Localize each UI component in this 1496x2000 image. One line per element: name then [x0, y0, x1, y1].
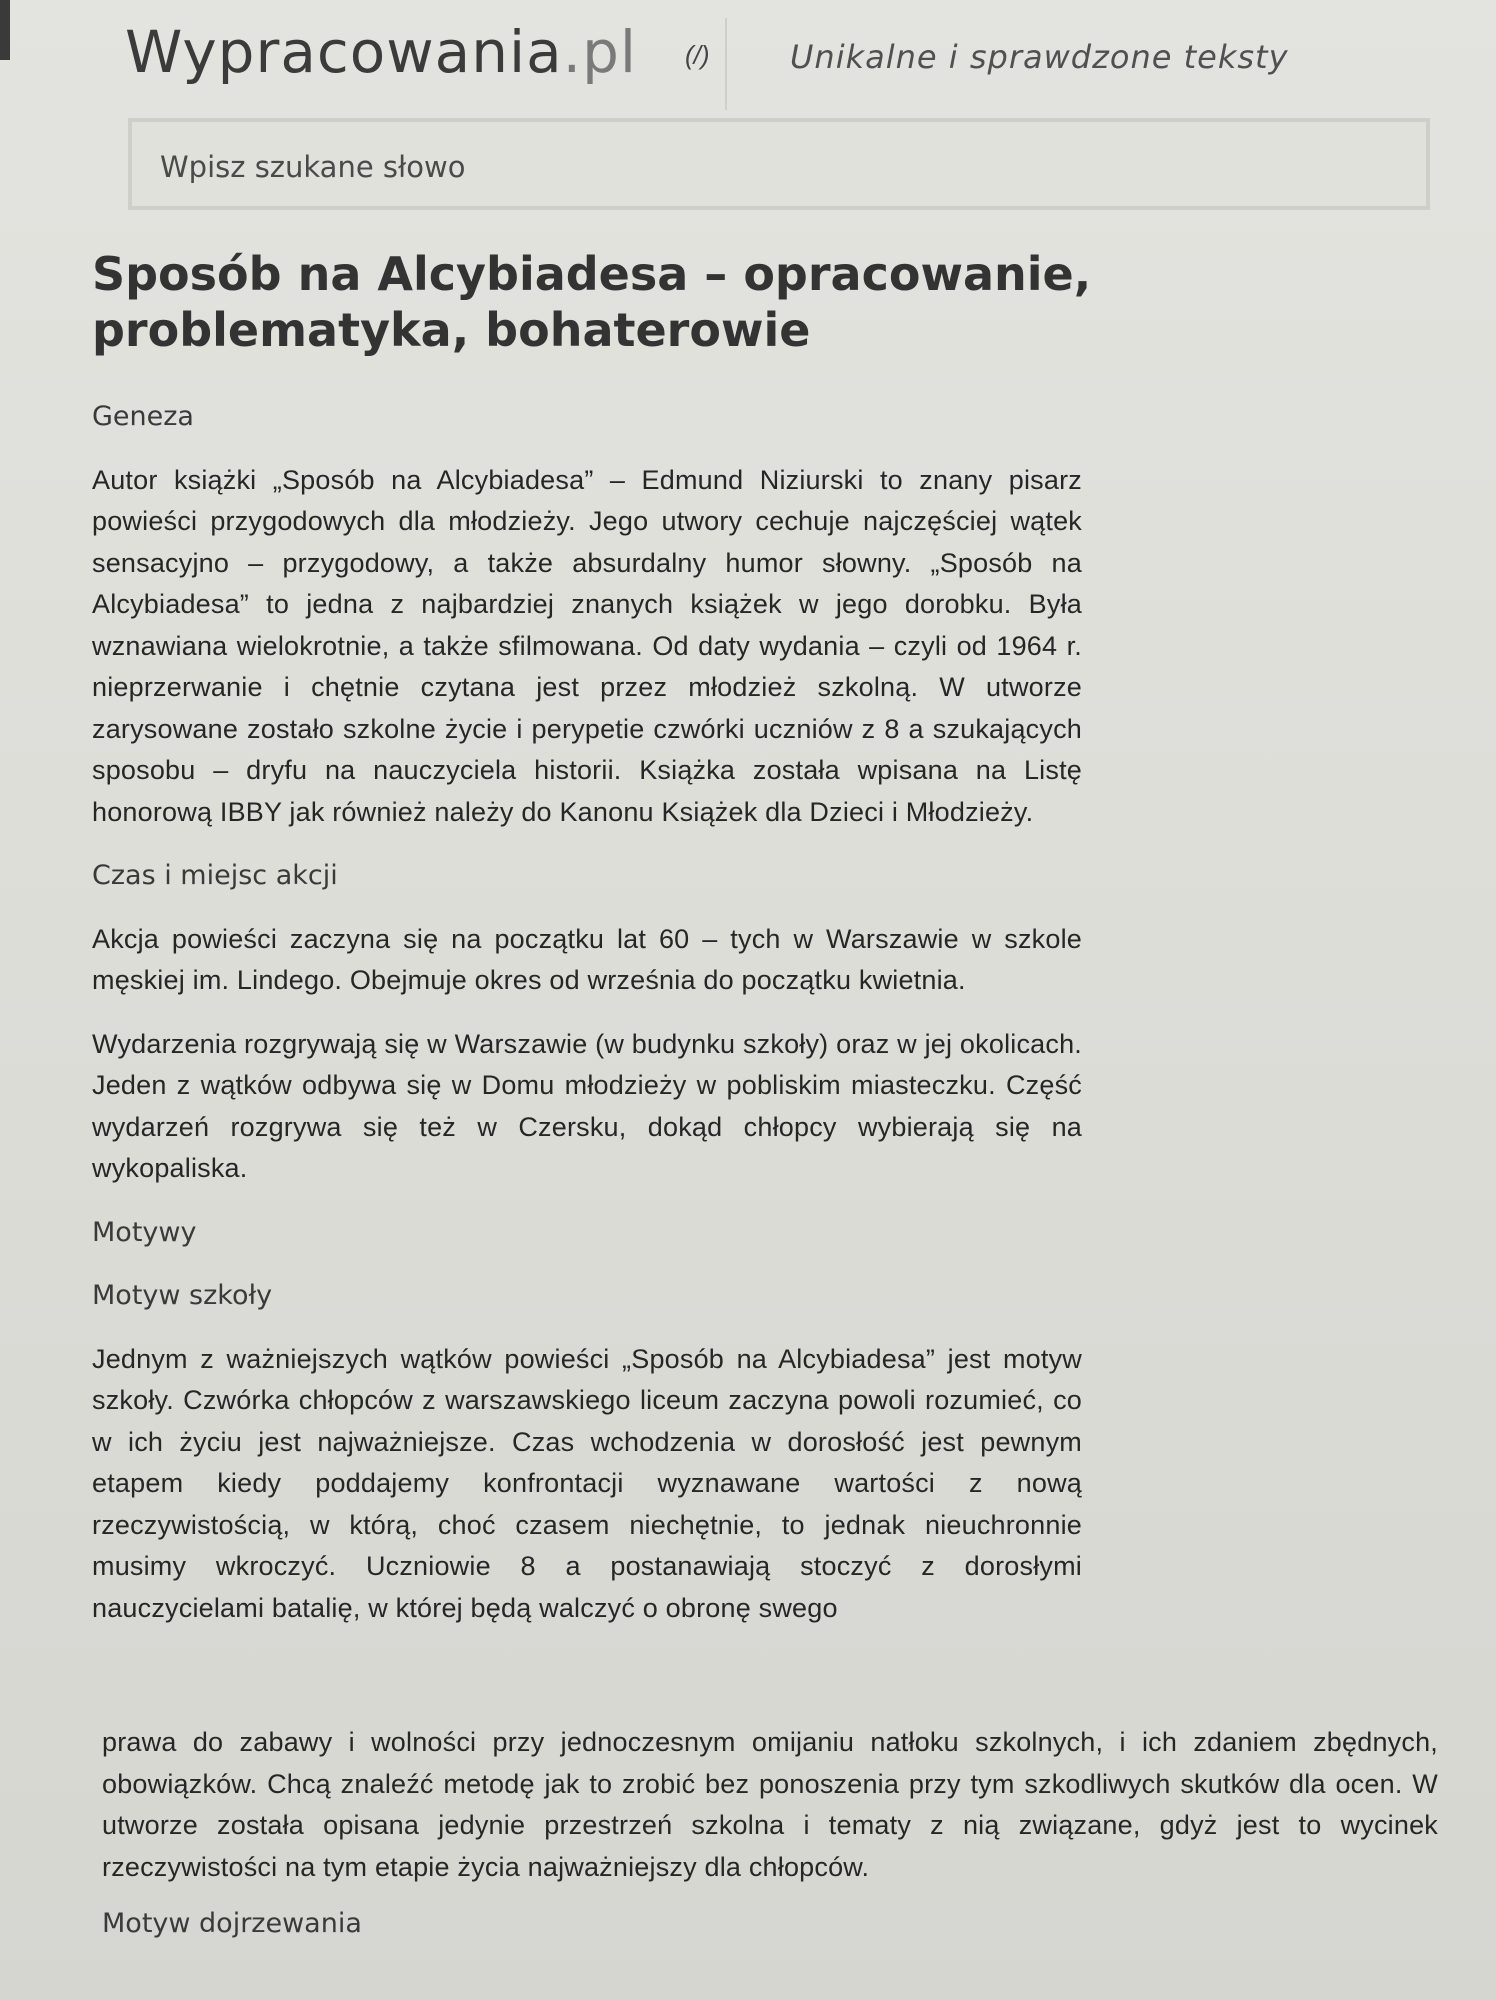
- paragraph-czas-1: Akcja powieści zaczyna się na początku lat 60 – tych w Warszawie w szkole męskiej im. Lindego. Obejmuje okres od września do początku kwietnia.: [92, 923, 1082, 995]
- heading-geneza: Geneza: [92, 401, 194, 432]
- heading-motyw-dojrzewania: Motyw dojrzewania: [102, 1908, 362, 1939]
- article-body: [92, 396, 1082, 1629]
- search-box: [128, 118, 1430, 210]
- search-input[interactable]: [158, 144, 1362, 190]
- paragraph-czas-2: Wydarzenia rozgrywają się w Warszawie (w budynku szkoły) oraz w jej okolicach. Jeden z wątków odbywa się w Domu młodzieży w pobliskim miasteczku. Część wydarzeń rozgrywa się też w Czersku, dokąd chłopcy wybierają się na wykopaliska.: [92, 1028, 1082, 1183]
- paragraph-geneza: Autor książki „Sposób na Alcybiadesa” – Edmund Niziurski to znany pisarz powieści przygodowych dla młodzieży. Jego utwory cechuje najczęściej wątek sensacyjno – przygodowy, a także absurdalny humor słowny. „Sposób na Alcybiadesa” to jedna z najbardziej znanych książek w jego dorobku. Była wznawiana wielokrotnie, a także sfilmowana. Od daty wydania – czyli od 1964 r. nieprzerwanie i chętnie czytana jest przez młodzież szkolną. W utworze zarysowane zostało szkolne życie i perypetie czwórki uczniów z 8 a szukających sposobu – dryfu na nauczyciela historii. Książka została wpisana na Listę honorową IBBY jak również należy do Kanonu Książek dla Dzieci i Młodzieży.: [92, 464, 1082, 827]
- logo-suffix: (/): [685, 40, 710, 70]
- site-header: [125, 18, 1365, 110]
- paragraph-motyw-szkoly-2: prawa do zabawy i wolności przy jednoczesnym omijaniu natłoku szkolnych, i ich zdaniem zbędnych, obowiązków. Chcą znaleźć metodę jak to zrobić bez ponoszenia przy tym szkodliwych skutków dla ocen. W utworze została opisana jedynie przestrzeń szkolna i tematy z nią związane, gdyż jest to wycinek rzeczywistości na tym etapie życia najważniejszy dla chłopców.: [102, 1727, 1438, 1882]
- article-title: Sposób na Alcybiadesa – opracowanie, problematyka, bohaterowie: [92, 247, 1092, 357]
- page-edge-shadow: [0, 0, 10, 60]
- heading-motywy: Motywy: [92, 1216, 197, 1248]
- heading-motyw-szkoly: Motyw szkoły: [92, 1280, 273, 1311]
- paragraph-motyw-szkoly-1: Jednym z ważniejszych wątków powieści „Sposób na Alcybiadesa” jest motyw szkoły. Czwórka chłopców z warszawskiego liceum zaczyna powoli rozumieć, co w ich życiu jest najważniejsze. Czas wchodzenia w dorosłość jest pewnym etapem kiedy poddajemy konfrontacji wyznawane wartości z nową rzeczywistością, w którą, choć czasem niechętnie, to jednak nieuchronnie musimy wkroczyć. Uczniowie 8 a postanawiają stoczyć z dorosłymi nauczycielami batalię, w której będą walczyć o obronę swego: [92, 1343, 1082, 1623]
- logo-main: Wypracowania: [125, 18, 563, 86]
- logo-tld: .pl: [562, 18, 638, 86]
- site-logo[interactable]: [125, 18, 637, 86]
- header-divider: [725, 18, 727, 110]
- heading-czas-i-miejsce: Czas i miejsc akcji: [92, 860, 338, 891]
- site-tagline: Unikalne i sprawdzone teksty: [790, 38, 1289, 76]
